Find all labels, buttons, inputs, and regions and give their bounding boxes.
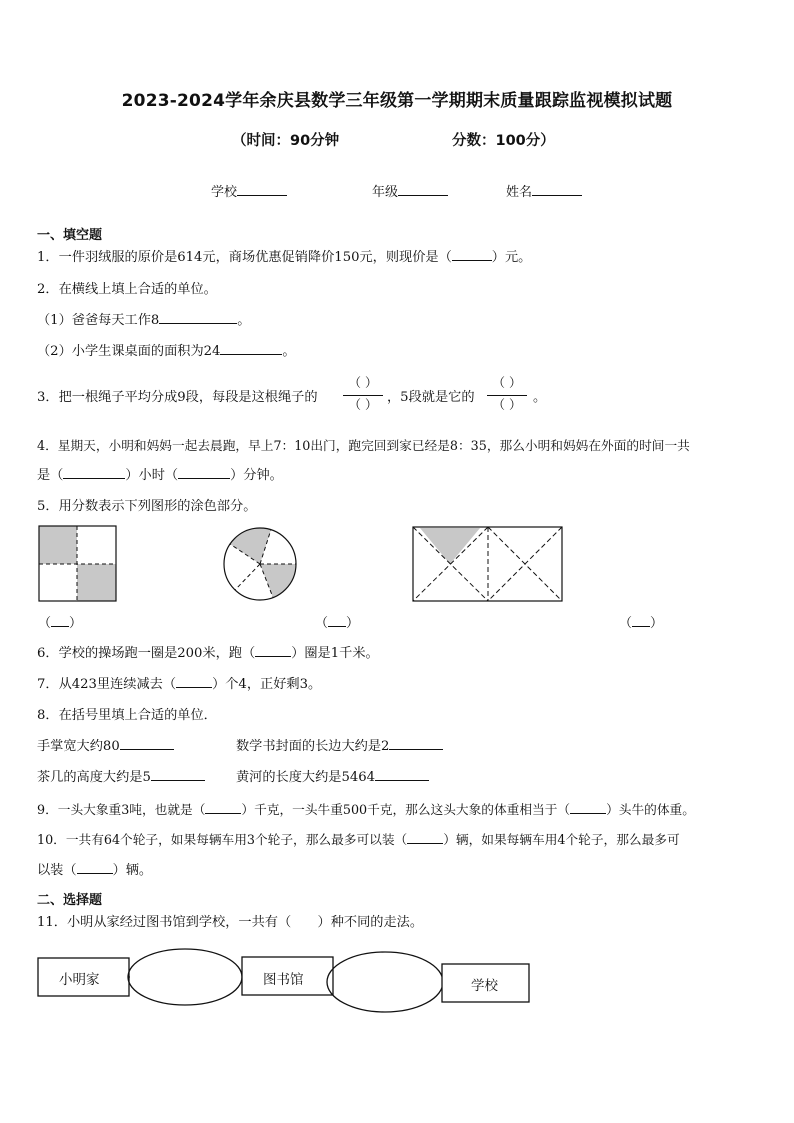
q6-answer-blank[interactable] — [255, 656, 291, 657]
shaded-quarter-top-left — [39, 526, 77, 564]
question-4-line2: 是（ ）小时（ ）分钟。 — [37, 468, 283, 483]
q5-answer-2[interactable]: （ ） — [315, 616, 360, 631]
q8d-blank[interactable] — [375, 780, 429, 781]
school-label-diagram: 学校 — [471, 978, 498, 994]
q8b-blank[interactable] — [389, 749, 443, 750]
grade-label: 年级 — [372, 185, 399, 200]
rectangle-figure — [412, 526, 564, 604]
q10-three-blank[interactable] — [407, 843, 443, 844]
fraction-bar — [343, 395, 383, 396]
school-label: 学校 — [211, 185, 238, 200]
exam-time: （时间：90分钟 — [232, 133, 340, 149]
q9-cows-blank[interactable] — [570, 813, 606, 814]
question-8a: 手掌宽大约80 — [37, 738, 174, 756]
circle-figure — [219, 524, 301, 604]
q8c-blank[interactable] — [151, 780, 205, 781]
q2-sub2-blank[interactable] — [220, 354, 282, 355]
shaded-sector-top — [230, 528, 271, 564]
question-11: 11．小明从家经过图书馆到学校，一共有（ ）种不同的走法。 — [37, 915, 424, 930]
section-heading-fill-blank: 一、填空题 — [37, 228, 103, 243]
question-5: 5．用分数表示下列图形的涂色部分。 — [37, 499, 257, 514]
q8a-blank[interactable] — [120, 749, 174, 750]
home-label: 小明家 — [59, 972, 100, 988]
exam-score: 分数：100分） — [452, 133, 555, 149]
question-9: 9．一头大象重3吨，也就是（ ）千克，一头牛重500千克，那么这头大象的体重相当于（ ）头牛的体重。 — [37, 802, 695, 817]
route-ellipse-2 — [327, 952, 443, 1012]
question-10-line1: 10．一共有64个轮子，如果每辆车用3个轮子，那么最多可以装（ ）辆，如果每辆车用4个轮子，那么最多可 — [37, 832, 680, 847]
question-2-sub1: （1）爸爸每天工作8 。 — [37, 313, 251, 328]
question-6: 6．学校的操场跑一圈是200米，跑（ ）圈是1千米。 — [37, 646, 379, 661]
question-8d: 黄河的长度大约是5464 — [236, 769, 429, 787]
q4-minutes-blank[interactable] — [178, 478, 230, 479]
section-heading-multiple-choice: 二、选择题 — [37, 893, 103, 908]
question-10-line2: 以装（ ）辆。 — [37, 863, 153, 878]
q9-kg-blank[interactable] — [205, 813, 241, 814]
question-4-line1: 4．星期天，小明和妈妈一起去晨跑，早上7：10出门，跑完回到家已经是8：35，那么小明和妈妈在外面的时间一共 — [37, 438, 690, 453]
question-2-sub2: （2）小学生课桌面的面积为24 。 — [37, 344, 296, 359]
question-1: 1．一件羽绒服的原价是614元，商场优惠促销降价150元，则现价是（ ）元。 — [37, 250, 532, 265]
question-8b: 数学书封面的长边大约是2 — [236, 738, 443, 756]
question-3-part2: ，5段就是它的 — [387, 390, 475, 405]
shaded-sector-right — [260, 564, 296, 598]
grade-field[interactable] — [372, 181, 448, 200]
q1-answer-blank[interactable] — [452, 260, 492, 261]
q10-four-blank[interactable] — [77, 873, 113, 874]
question-7: 7．从423里连续减去（ ）个4，正好剩3。 — [37, 677, 322, 692]
school-blank[interactable] — [237, 195, 287, 196]
q5-answer-3[interactable]: （ ） — [619, 616, 664, 631]
name-label: 姓名 — [506, 185, 533, 200]
question-3: 3．把一根绳子平均分成9段，每段是这根绳子的 — [37, 390, 318, 405]
square-figure — [38, 525, 118, 603]
name-field[interactable] — [506, 181, 582, 200]
school-field[interactable] — [211, 181, 287, 200]
q7-answer-blank[interactable] — [176, 687, 212, 688]
route-ellipse-1 — [128, 949, 242, 1005]
fraction-bar — [487, 395, 527, 396]
question-8c: 茶几的高度大约是5 — [37, 769, 205, 787]
q2-sub1-blank[interactable] — [159, 323, 237, 324]
shaded-triangle — [420, 528, 480, 564]
exam-title: 2023-2024学年余庆县数学三年级第一学期期末质量跟踪监视模拟试题 — [121, 91, 673, 111]
q4-hours-blank[interactable] — [63, 478, 125, 479]
q5-answer-1[interactable]: （ ） — [38, 616, 83, 631]
grade-blank[interactable] — [398, 195, 448, 196]
name-blank[interactable] — [532, 195, 582, 196]
question-8: 8．在括号里填上合适的单位． — [37, 708, 217, 723]
shaded-quarter-bottom-right — [77, 564, 116, 601]
question-2: 2．在横线上填上合适的单位。 — [37, 282, 217, 297]
library-label: 图书馆 — [263, 972, 304, 988]
question-3-end: 。 — [533, 390, 547, 405]
